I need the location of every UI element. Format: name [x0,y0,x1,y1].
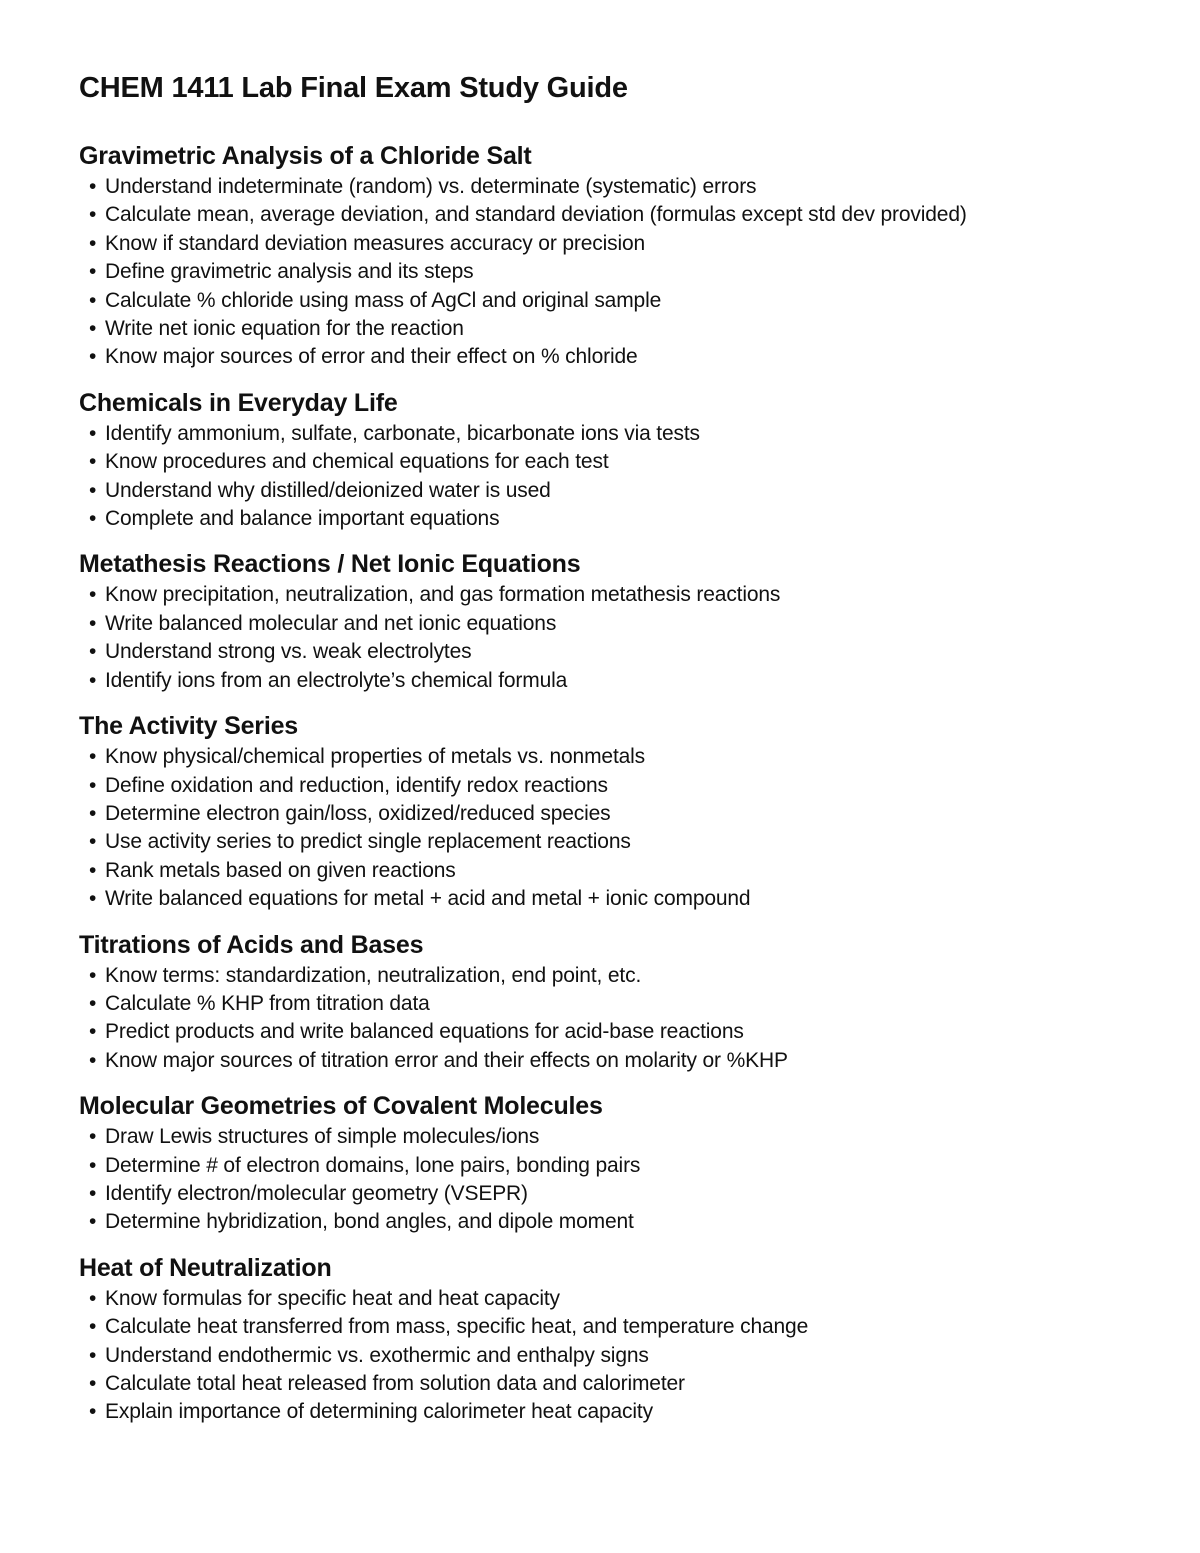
list-item [79,1018,1139,1046]
list-item [79,857,1139,885]
list-item-text: Know if standard deviation measures accuracy or precision [105,231,646,255]
list-item [79,173,1139,201]
list-item [79,448,1139,476]
list-item-text: Write balanced equations for metal + acid and metal + ionic compound [105,887,751,911]
list-item [79,828,1139,856]
list-item-text: Know procedures and chemical equations for each test [105,450,609,474]
bullet-icon: • [89,1020,97,1044]
section [79,928,1139,1076]
list-item [79,800,1139,828]
bullet-icon: • [89,1343,97,1367]
bullet-icon: • [89,745,97,769]
list-item-text: Understand why distilled/deionized water is used [105,478,551,502]
list-item [79,287,1139,315]
list-item [79,258,1139,286]
bullet-icon: • [89,507,97,531]
bullet-icon: • [89,317,97,341]
sections-container [79,139,1139,1427]
section [79,1251,1139,1427]
list-item [79,201,1139,229]
bullet-icon: • [89,345,97,369]
list-item [79,1285,1139,1313]
bullet-icon: • [89,640,97,664]
section [79,139,1139,372]
list-item [79,638,1139,666]
list-item [79,505,1139,533]
list-item [79,1180,1139,1208]
list-item-text: Calculate mean, average deviation, and standard deviation (formulas except std dev provided) [105,203,967,227]
list-item [79,1313,1139,1341]
list-item-text: Rank metals based on given reactions [105,858,456,882]
section [79,547,1139,695]
list-item [79,230,1139,258]
bullet-icon: • [89,1400,97,1424]
list-item-text: Know major sources of error and their effect on % chloride [105,345,638,369]
list-item [79,315,1139,343]
bullet-icon: • [89,260,97,284]
list-item [79,1208,1139,1236]
list-item-text: Know physical/chemical properties of metals vs. nonmetals [105,745,646,769]
section [79,386,1139,534]
bullet-list [79,173,1139,372]
bullet-icon: • [89,991,97,1015]
bullet-icon: • [89,231,97,255]
section-heading: Heat of Neutralization [79,1253,332,1282]
bullet-icon: • [89,421,97,445]
list-item-text: Complete and balance important equations [105,507,500,531]
bullet-icon: • [89,1286,97,1310]
bullet-icon: • [89,288,97,312]
list-item [79,990,1139,1018]
list-item-text: Know formulas for specific heat and heat capacity [105,1286,560,1310]
bullet-icon: • [89,1315,97,1339]
list-item [79,743,1139,771]
document-title: CHEM 1411 Lab Final Exam Study Guide [79,72,628,104]
bullet-icon: • [89,583,97,607]
list-item-text: Know major sources of titration error and their effects on molarity or %KHP [105,1048,788,1072]
list-item [79,1047,1139,1075]
bullet-icon: • [89,1153,97,1177]
list-item-text: Write net ionic equation for the reaction [105,317,464,341]
section-heading: Molecular Geometries of Covalent Molecules [79,1092,603,1121]
bullet-icon: • [89,203,97,227]
section-heading: Titrations of Acids and Bases [79,930,424,959]
list-item [79,1152,1139,1180]
list-item [79,962,1139,990]
list-item-text: Identify ions from an electrolyte’s chemical formula [105,668,568,692]
list-item [79,343,1139,371]
list-item-text: Know terms: standardization, neutralization, end point, etc. [105,963,642,987]
bullet-icon: • [89,1181,97,1205]
list-item-text: Identify electron/molecular geometry (VSEPR) [105,1181,528,1205]
list-item-text: Explain importance of determining calorimeter heat capacity [105,1400,653,1424]
bullet-icon: • [89,175,97,198]
list-item [79,1123,1139,1151]
bullet-list [79,420,1139,534]
list-item-text: Use activity series to predict single replacement reactions [105,830,631,854]
list-item-text: Draw Lewis structures of simple molecules/ions [105,1125,540,1149]
list-item-text: Write balanced molecular and net ionic equations [105,611,557,635]
list-item [79,477,1139,505]
list-item-text: Calculate heat transferred from mass, specific heat, and temperature change [105,1315,809,1339]
list-item-text: Understand strong vs. weak electrolytes [105,640,472,664]
list-item-text: Calculate % chloride using mass of AgCl and original sample [105,288,662,312]
list-item [79,772,1139,800]
list-item-text: Understand indeterminate (random) vs. determinate (systematic) errors [105,175,757,198]
list-item-text: Calculate % KHP from titration data [105,991,430,1015]
bullet-icon: • [89,668,97,692]
bullet-icon: • [89,1048,97,1072]
bullet-icon: • [89,801,97,825]
bullet-icon: • [89,858,97,882]
bullet-icon: • [89,1210,97,1234]
list-item-text: Determine hybridization, bond angles, and dipole moment [105,1210,634,1234]
list-item [79,885,1139,913]
section [79,1089,1139,1237]
list-item [79,1342,1139,1370]
bullet-icon: • [89,887,97,911]
list-item-text: Calculate total heat released from solution data and calorimeter [105,1372,685,1395]
bullet-list [79,962,1139,1076]
document-page [79,66,1139,1441]
list-item [79,420,1139,448]
list-item [79,667,1139,695]
bullet-icon: • [89,611,97,635]
bullet-icon: • [89,1372,97,1395]
list-item [79,1370,1139,1398]
list-item-text: Identify ammonium, sulfate, carbonate, bicarbonate ions via tests [105,421,700,445]
section [79,709,1139,913]
list-item [79,1398,1139,1426]
bullet-icon: • [89,963,97,987]
bullet-list [79,581,1139,695]
bullet-icon: • [89,478,97,502]
bullet-list [79,743,1139,913]
bullet-icon: • [89,773,97,797]
bullet-icon: • [89,450,97,474]
list-item-text: Know precipitation, neutralization, and gas formation metathesis reactions [105,583,781,607]
list-item-text: Predict products and write balanced equations for acid-base reactions [105,1020,744,1044]
list-item [79,581,1139,609]
list-item-text: Understand endothermic vs. exothermic and enthalpy signs [105,1343,649,1367]
list-item-text: Determine # of electron domains, lone pairs, bonding pairs [105,1153,641,1177]
list-item-text: Determine electron gain/loss, oxidized/reduced species [105,801,611,825]
section-heading: Metathesis Reactions / Net Ionic Equations [79,550,581,579]
bullet-list [79,1285,1139,1427]
bullet-icon: • [89,830,97,854]
bullet-list [79,1123,1139,1237]
section-heading: The Activity Series [79,712,298,741]
bullet-icon: • [89,1125,97,1149]
list-item-text: Define gravimetric analysis and its steps [105,260,474,284]
list-item [79,610,1139,638]
list-item-text: Define oxidation and reduction, identify redox reactions [105,773,608,797]
section-heading: Gravimetric Analysis of a Chloride Salt [79,142,532,170]
section-heading: Chemicals in Everyday Life [79,388,398,417]
